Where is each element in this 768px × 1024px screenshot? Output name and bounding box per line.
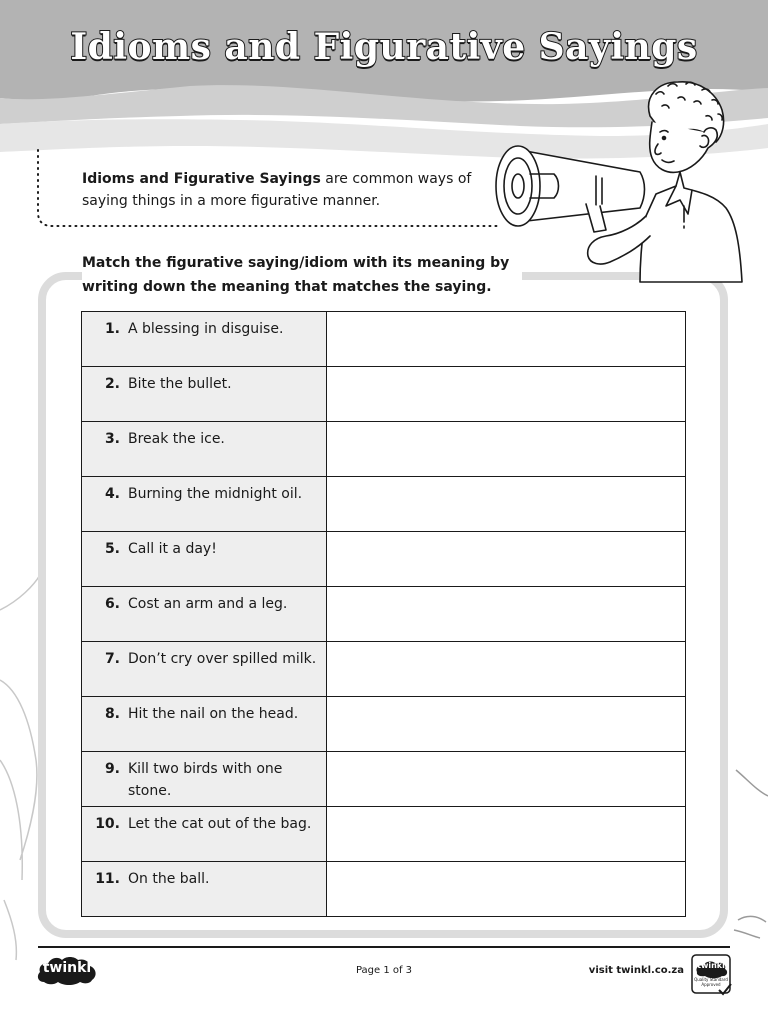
intro-paragraph <box>82 168 492 212</box>
idiom-text: Call it a day! <box>128 541 217 557</box>
intro-text: are common ways of saying things in a more figurative manner. <box>82 171 472 209</box>
idiom-text: Let the cat out of the bag. <box>128 816 312 832</box>
table-row <box>82 312 686 367</box>
table-row <box>82 422 686 477</box>
boy-with-megaphone-illustration <box>490 76 750 286</box>
quality-standard-badge-icon <box>689 952 733 996</box>
saying-line <box>92 483 320 505</box>
idiom-table-body <box>82 312 686 917</box>
meaning-answer-cell[interactable] <box>326 697 685 752</box>
saying-cell <box>82 367 327 422</box>
saying-line <box>92 593 320 615</box>
saying-line <box>92 538 320 560</box>
idiom-text: On the ball. <box>128 871 210 887</box>
table-row <box>82 862 686 917</box>
table-row <box>82 587 686 642</box>
footer-divider <box>38 946 730 948</box>
idiom-text: Don’t cry over spilled milk. <box>128 651 317 667</box>
idiom-text: Cost an arm and a leg. <box>128 596 288 612</box>
saying-cell <box>82 752 327 807</box>
idiom-number: 1. <box>104 321 120 337</box>
boy-face <box>650 122 718 172</box>
idiom-table <box>81 311 686 917</box>
meaning-answer-cell[interactable] <box>326 862 685 917</box>
meaning-answer-cell[interactable] <box>326 752 685 807</box>
instructions: Match the figurative saying/idiom with its meaning by writing down the meaning that matches the saying. <box>82 251 522 299</box>
saying-cell <box>82 422 327 477</box>
idiom-text: Hit the nail on the head. <box>128 706 299 722</box>
meaning-answer-cell[interactable] <box>326 532 685 587</box>
table-row <box>82 807 686 862</box>
idiom-text: Break the ice. <box>128 431 225 447</box>
logo-text: twinkl <box>42 960 92 976</box>
saying-cell <box>82 477 327 532</box>
idiom-number: 5. <box>104 541 120 557</box>
badge-shape <box>689 952 733 996</box>
meaning-answer-cell[interactable] <box>326 477 685 532</box>
idiom-number: 8. <box>104 706 120 722</box>
idiom-number: 6. <box>104 596 120 612</box>
landscape-left <box>0 575 40 960</box>
saying-cell <box>82 587 327 642</box>
idiom-number: 10. <box>95 816 120 832</box>
page-number: Page 1 of 3 <box>355 965 413 976</box>
table-row <box>82 367 686 422</box>
saying-cell <box>82 807 327 862</box>
saying-line <box>92 373 320 395</box>
saying-cell <box>82 642 327 697</box>
saying-line <box>92 428 320 450</box>
table-row <box>82 642 686 697</box>
idiom-text: Kill two birds with one stone. <box>128 761 283 799</box>
meaning-answer-cell[interactable] <box>326 367 685 422</box>
saying-line <box>92 648 320 670</box>
table-row <box>82 477 686 532</box>
table-row <box>82 697 686 752</box>
idiom-text: Burning the midnight oil. <box>128 486 303 502</box>
meaning-answer-cell[interactable] <box>326 422 685 477</box>
idiom-number: 4. <box>104 486 120 502</box>
badge-brand: twinkl <box>697 961 725 970</box>
page-title: Idioms and Figurative Sayings <box>70 26 698 68</box>
idiom-number: 11. <box>95 871 120 887</box>
idiom-number: 9. <box>104 761 120 777</box>
twinkl-logo-icon[interactable] <box>36 954 98 988</box>
visit-link[interactable]: visit twinkl.co.za <box>588 965 684 976</box>
meaning-answer-cell[interactable] <box>326 807 685 862</box>
meaning-answer-cell[interactable] <box>326 312 685 367</box>
idiom-number: 7. <box>104 651 120 667</box>
saying-line <box>92 813 320 835</box>
landscape-right <box>734 770 768 938</box>
meaning-answer-cell[interactable] <box>326 587 685 642</box>
table-row <box>82 532 686 587</box>
idiom-number: 3. <box>104 431 120 447</box>
idiom-text: Bite the bullet. <box>128 376 232 392</box>
saying-line <box>92 758 320 802</box>
saying-line <box>92 703 320 725</box>
boy-shirt <box>640 172 742 282</box>
saying-cell <box>82 862 327 917</box>
saying-cell <box>82 532 327 587</box>
badge-caption: Quality Standard Approved <box>694 977 728 987</box>
idiom-text: A blessing in disguise. <box>128 321 284 337</box>
table-row <box>82 752 686 807</box>
saying-line <box>92 318 320 340</box>
saying-cell <box>82 312 327 367</box>
intro-bold-term: Idioms and Figurative Sayings <box>82 171 321 187</box>
saying-line <box>92 868 320 890</box>
idiom-number: 2. <box>104 376 120 392</box>
meaning-answer-cell[interactable] <box>326 642 685 697</box>
saying-cell <box>82 697 327 752</box>
